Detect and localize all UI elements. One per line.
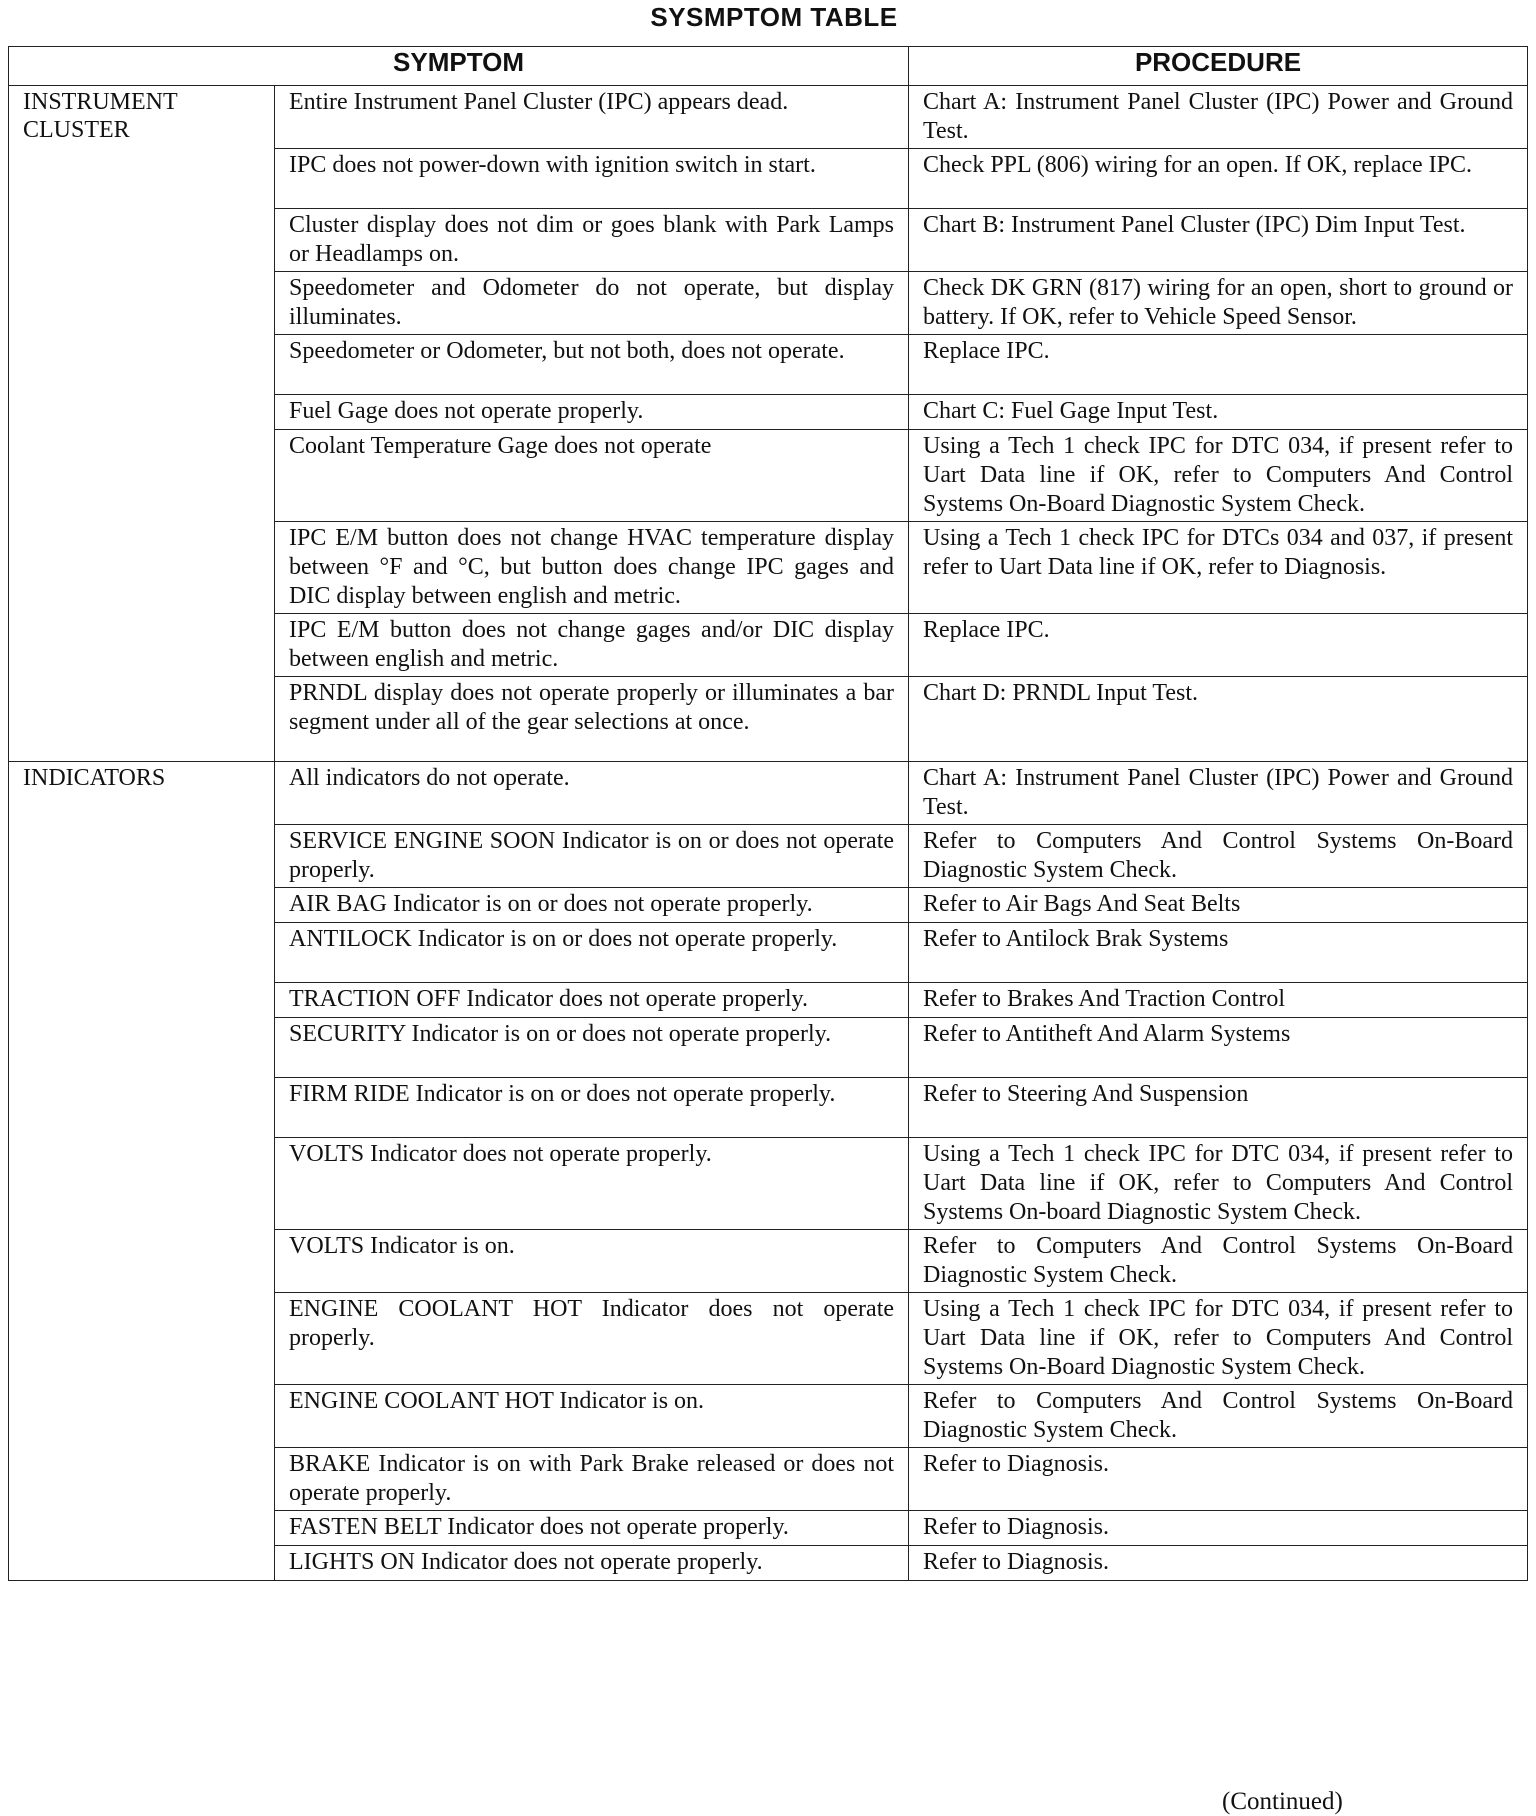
symptom-cell: ENGINE COOLANT HOT Indicator is on. — [275, 1385, 909, 1448]
procedure-cell: Refer to Diagnosis. — [909, 1546, 1528, 1581]
procedure-cell: Using a Tech 1 check IPC for DTC 034, if present refer to Uart Data line if OK, refer to Computers And Control Systems On-Board Diagnostic System Check. — [909, 1293, 1528, 1385]
procedure-cell: Chart C: Fuel Gage Input Test. — [909, 395, 1528, 430]
procedure-cell: Refer to Steering And Suspension — [909, 1078, 1528, 1138]
symptom-cell: LIGHTS ON Indicator does not operate properly. — [275, 1546, 909, 1581]
procedure-cell: Using a Tech 1 check IPC for DTC 034, if present refer to Uart Data line if OK, refer to Computers And Control Systems On-Board Diagnostic System Check. — [909, 430, 1528, 522]
symptom-cell: All indicators do not operate. — [275, 762, 909, 825]
symptom-header: SYMPTOM — [9, 47, 909, 86]
procedure-cell: Check DK GRN (817) wiring for an open, short to ground or battery. If OK, refer to Vehicle Speed Sensor. — [909, 272, 1528, 335]
procedure-cell: Replace IPC. — [909, 335, 1528, 395]
procedure-cell: Refer to Computers And Control Systems On-Board Diagnostic System Check. — [909, 1385, 1528, 1448]
continued-note: (Continued) — [1222, 1788, 1343, 1815]
procedure-cell: Refer to Air Bags And Seat Belts — [909, 888, 1528, 923]
procedure-cell: Refer to Computers And Control Systems On-Board Diagnostic System Check. — [909, 1230, 1528, 1293]
table-row — [9, 86, 1528, 149]
page-title: SYSMPTOM TABLE — [650, 2, 898, 32]
symptom-cell: Speedometer or Odometer, but not both, does not operate. — [275, 335, 909, 395]
symptom-cell: Cluster display does not dim or goes blank with Park Lamps or Headlamps on. — [275, 209, 909, 272]
procedure-header: PROCEDURE — [909, 47, 1528, 86]
symptom-cell: SERVICE ENGINE SOON Indicator is on or does not operate properly. — [275, 825, 909, 888]
symptom-cell: ENGINE COOLANT HOT Indicator does not operate properly. — [275, 1293, 909, 1385]
symptom-cell: VOLTS Indicator does not operate properly. — [275, 1138, 909, 1230]
procedure-cell: Refer to Antitheft And Alarm Systems — [909, 1018, 1528, 1078]
symptom-cell: SECURITY Indicator is on or does not operate properly. — [275, 1018, 909, 1078]
symptom-cell: PRNDL display does not operate properly or illuminates a bar segment under all of the gear selections at once. — [275, 677, 909, 762]
procedure-cell: Using a Tech 1 check IPC for DTC 034, if present refer to Uart Data line if OK, refer to Computers And Control Systems On-board Diagnostic System Check. — [909, 1138, 1528, 1230]
symptom-cell: FASTEN BELT Indicator does not operate properly. — [275, 1511, 909, 1546]
procedure-cell: Using a Tech 1 check IPC for DTCs 034 and 037, if present refer to Uart Data line if OK, refer to Diagnosis. — [909, 522, 1528, 614]
procedure-cell: Replace IPC. — [909, 614, 1528, 677]
symptom-cell: FIRM RIDE Indicator is on or does not operate properly. — [275, 1078, 909, 1138]
procedure-cell: Check PPL (806) wiring for an open. If OK, replace IPC. — [909, 149, 1528, 209]
procedure-cell: Refer to Antilock Brak Systems — [909, 923, 1528, 983]
symptom-cell: IPC E/M button does not change HVAC temperature display between °F and °C, but button does change IPC gages and DIC display between english and metric. — [275, 522, 909, 614]
header-row — [9, 47, 1528, 86]
symptom-cell: IPC E/M button does not change gages and/or DIC display between english and metric. — [275, 614, 909, 677]
symptom-cell: BRAKE Indicator is on with Park Brake released or does not operate properly. — [275, 1448, 909, 1511]
procedure-cell: Chart A: Instrument Panel Cluster (IPC) Power and Ground Test. — [909, 762, 1528, 825]
symptom-cell: Coolant Temperature Gage does not operate — [275, 430, 909, 522]
category-cell: INDICATORS — [9, 762, 275, 1581]
symptom-cell: TRACTION OFF Indicator does not operate properly. — [275, 983, 909, 1018]
symptom-table — [8, 46, 1528, 1581]
procedure-cell: Chart D: PRNDL Input Test. — [909, 677, 1528, 762]
symptom-cell: Fuel Gage does not operate properly. — [275, 395, 909, 430]
category-cell: INSTRUMENT CLUSTER — [9, 86, 275, 762]
procedure-cell: Refer to Computers And Control Systems On-Board Diagnostic System Check. — [909, 825, 1528, 888]
procedure-cell: Chart B: Instrument Panel Cluster (IPC) Dim Input Test. — [909, 209, 1528, 272]
table-row — [9, 762, 1528, 825]
procedure-cell: Refer to Brakes And Traction Control — [909, 983, 1528, 1018]
symptom-cell: Entire Instrument Panel Cluster (IPC) appears dead. — [275, 86, 909, 149]
procedure-cell: Refer to Diagnosis. — [909, 1448, 1528, 1511]
symptom-cell: Speedometer and Odometer do not operate, but display illuminates. — [275, 272, 909, 335]
symptom-cell: AIR BAG Indicator is on or does not operate properly. — [275, 888, 909, 923]
procedure-cell: Chart A: Instrument Panel Cluster (IPC) Power and Ground Test. — [909, 86, 1528, 149]
symptom-cell: IPC does not power-down with ignition switch in start. — [275, 149, 909, 209]
procedure-cell: Refer to Diagnosis. — [909, 1511, 1528, 1546]
symptom-cell: ANTILOCK Indicator is on or does not operate properly. — [275, 923, 909, 983]
symptom-cell: VOLTS Indicator is on. — [275, 1230, 909, 1293]
